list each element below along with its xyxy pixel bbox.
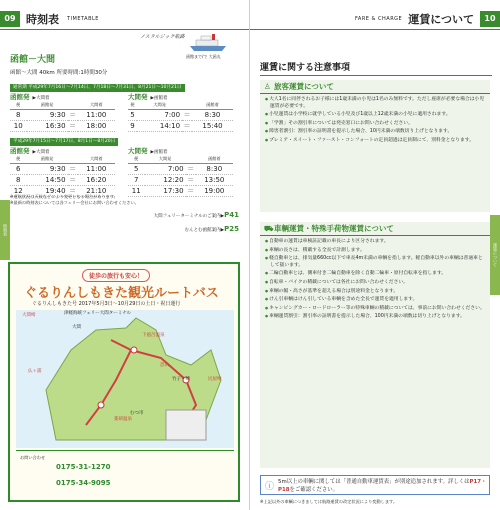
map-place-label: 大間崎 [22,313,36,318]
table-cell: ＝ [69,186,77,195]
table-row [128,109,233,120]
column-header [182,102,192,109]
list-item: ● 「学割」その割引率については発売窓口にお問い合わせください。 [265,120,485,128]
table-cell: 14:10 [137,120,182,131]
list-item: ● 大人1名に同伴されるお子様には1歳未満の小児は1名のみ無料です。ただし座席が必要な場合は小児運賃が必要です。 [265,96,485,110]
vehicle-fare-box [260,222,490,468]
column-header [68,102,78,109]
table-cell: 17:30 [145,185,186,196]
map-place-label: 大間 [72,325,81,330]
list-item: ● 自転車・バイクの積載については各社にお問い合わせください。 [265,279,485,287]
table-cell: 9:30 [27,163,68,174]
table-row [128,174,233,185]
list-item: ● 障害者割引：割引率の証明書を提示した場合、10円未満の端数切り上げとなります。 [265,128,485,136]
fare-page [250,0,500,510]
table-cell: ＝ [183,121,191,130]
table-cell: 7 [128,174,145,185]
page-title: 運賃について [408,13,474,26]
list-item: ● プレミア・スイート・ファースト・コンフォートの定員超過は定員制にて、別料金となります。 [265,137,485,145]
page-link[interactable]: P17・P18 [278,479,487,493]
ferry-illustration [188,32,228,52]
nostalgia-caption: ノスタルジック航路 [140,34,185,40]
ad-subtitle: ぐるりんしもきた号 2017年5月3日～10月29日の土日・祝日運行 [32,301,181,307]
table-cell: 9 [128,120,137,131]
inquiry-title: お問い合わせ [20,455,46,460]
table-cell: 18:00 [78,120,115,131]
note: ※運航状況は天候などにより変更となる場合があります。 [10,194,118,199]
table-cell: ＝ [69,175,77,184]
table-cell: 14:50 [27,174,68,185]
ferry-caption: 函館まで/で 大函丸 [186,54,221,59]
page-number: 10 [480,11,500,27]
table-row [10,174,115,185]
column-header: 便 [128,156,145,163]
page-subtitle: FARE & CHARGE [354,16,403,22]
table-cell: 12 [10,185,27,196]
passenger-fare-box [260,80,490,212]
table-cell: 21:10 [78,185,115,196]
list-item: ● 車輌運賃割引：割引率の証明書を提示した場合、100円未満の端数は切り上げとなります。 [265,313,485,321]
route-title: 函館－大間 [10,55,56,65]
period-label-summer: 平成29年7月15日～7月17日、8月1日～8月20日 [10,138,118,146]
car-icon: ⛟ [264,224,274,233]
table-cell: 9:30 [27,109,68,120]
link-hakodate-guide[interactable]: むんとむ函館案内▶P25 [184,225,239,233]
table-cell: 15:40 [192,120,233,131]
route-map [16,310,234,448]
table-cell: 5 [128,109,137,120]
header-divider [0,29,250,30]
column-header: 函館発 [27,102,68,109]
table-cell: 8:30 [192,109,233,120]
table-cell: ＝ [187,175,195,184]
map-place-label: 薬研温泉 [114,417,132,422]
column-header: 便 [128,102,137,109]
table-cell: ＝ [69,164,77,173]
side-tab-timetable[interactable]: 時刻表 [0,200,10,260]
column-header: 大間発 [137,102,182,109]
map-place-label: 下風呂温泉 [142,333,165,338]
side-tab-fare[interactable]: 運賃について [490,215,500,295]
period-label-regular: 通常期 平成29年7月16日～7月14日、7月18日～7月31日、8月21日～10月21日 [10,84,185,92]
map-place-label: 津軽海峡フェリー大間ターミナル [64,311,132,316]
table-row [128,185,233,196]
info-icon: ⓘ [265,481,275,492]
link-ferry-terminal[interactable]: 大間フェリーターミナルのご案内▶P41 [153,211,239,219]
phone-number-1[interactable]: 0175-31-1270 [56,463,111,471]
list-item: ● 軽自動車とは、排気量660cc以下で車長4m未満の車輌を指します。軽自動車以外の車輌は普通車として扱います。 [265,255,485,269]
column-header: 大間着 [78,156,115,163]
page-header [0,10,99,28]
map-place-label: 仏ヶ浦 [28,369,42,374]
table-cell: 11:00 [78,109,115,120]
list-item: ● 車輌の長さは、積載する全長で計測します。 [265,247,485,255]
table-cell: 5 [128,163,145,174]
route-distance: 函館～大間 40km 所要時間:1時間30分 [10,70,108,76]
column-header [68,156,78,163]
inquiry-panel [16,450,234,498]
table-cell: 7:00 [145,163,186,174]
column-header: 便 [10,156,27,163]
table-cell: 10 [10,120,27,131]
ad-tagline: 徒歩の旅行も安心！ [82,269,150,282]
timetable-notes [10,194,139,206]
table-cell: ＝ [187,186,195,195]
timetable [10,147,115,197]
table-cell: 6 [10,163,27,174]
table-cell: 7:00 [137,109,182,120]
phone-number-2[interactable]: 0175-34-9095 [56,479,111,487]
table-row [10,120,115,131]
column-header: 函館着 [196,156,233,163]
table-row [10,109,115,120]
column-header [186,156,196,163]
list-item: ● 二輪自動車とは、側車付き二輪自動車を除く自動二輪車・原付自転車を指します。 [265,270,485,278]
vehicle-fare-notes [260,236,490,324]
vehicle-length-notice: ⓘ 5m以上の車輌に関しては「普通自動車運賃表」が別途追加されます。詳しくはP17・P18をご確認ください。 [260,475,490,495]
column-header: 大間着 [78,102,115,109]
table-cell: 8:30 [196,163,233,174]
table-cell: 8 [10,109,27,120]
list-item: ● 小児運賃は小学校に就学している小児及び1歳以上12歳未満の小児に適用されます。 [265,111,485,119]
timetable [128,93,233,132]
timetable-title: 函館発 ▶大間着 [10,147,50,155]
box-heading: ♙ 旅客運賃について [260,80,490,94]
table-cell: ＝ [187,164,195,173]
note: ※最新の時刻表については各フェリー会社にお問い合わせください。 [10,200,139,205]
timetable-title: 大間発 ▶函館着 [128,93,168,101]
table-cell: 8 [10,174,27,185]
list-item: ● 自動車の運賃は車検証記載の車長により区分されます。 [265,238,485,246]
person-icon: ♙ [264,82,271,91]
header-divider [250,29,500,30]
page-number: 09 [0,11,20,27]
table-cell: ＝ [69,121,77,130]
table-row [128,120,233,131]
column-header: 函館発 [27,156,68,163]
timetable [128,147,233,197]
map-place-label: 竹子ヶ崎 [172,377,190,382]
footnote: ※上記以外の車輌につきましては航路運賃の改定状況により変動します。 [260,499,398,504]
section-heading: 運賃に関する注意事項 [260,60,492,76]
page-subtitle: TIMETABLE [67,16,99,22]
table-cell: 16:30 [27,120,68,131]
column-header: 便 [10,102,27,109]
table-cell: 16:20 [78,174,115,185]
timetable [10,93,115,132]
bus-advertisement [8,262,240,502]
table-cell: ＝ [183,110,191,119]
table-cell: 11:00 [78,163,115,174]
table-cell: ＝ [69,110,77,119]
column-header: 大間発 [145,156,186,163]
page-title: 時刻表 [26,13,59,26]
table-cell: 19:00 [196,185,233,196]
list-item: ● 車輌の幅・高さが基準を超える場合は別途料金となります。 [265,288,485,296]
page-header [355,10,500,28]
table-cell: 19:40 [27,185,68,196]
map-place-label: むつ市 [130,411,144,416]
timetable-title: 大間発 ▶函館着 [128,147,168,155]
column-header: 函館着 [192,102,233,109]
list-item: ● キャンピングカー・ロードローラー等の特殊車輌の積載については、事前にお問い合わせください。 [265,305,485,313]
table-row [10,163,115,174]
list-item: ● けん引車輌はけん引している車輌を含めた全長で運賃を適用します。 [265,296,485,304]
box-heading: ⛟車輌運賃・特殊手荷物運賃について [260,222,490,236]
table-cell: 11 [128,185,145,196]
map-place-label: 恐山 [160,363,169,368]
table-row [128,163,233,174]
table-cell: 12:20 [145,174,186,185]
passenger-fare-notes [260,94,490,148]
timetable-title: 函館発 ▶大間着 [10,93,50,101]
ad-title: ぐるりんしもきた観光ルートバス [24,286,219,301]
map-place-label: 尻屋崎 [208,377,222,382]
table-cell: 13:50 [196,174,233,185]
